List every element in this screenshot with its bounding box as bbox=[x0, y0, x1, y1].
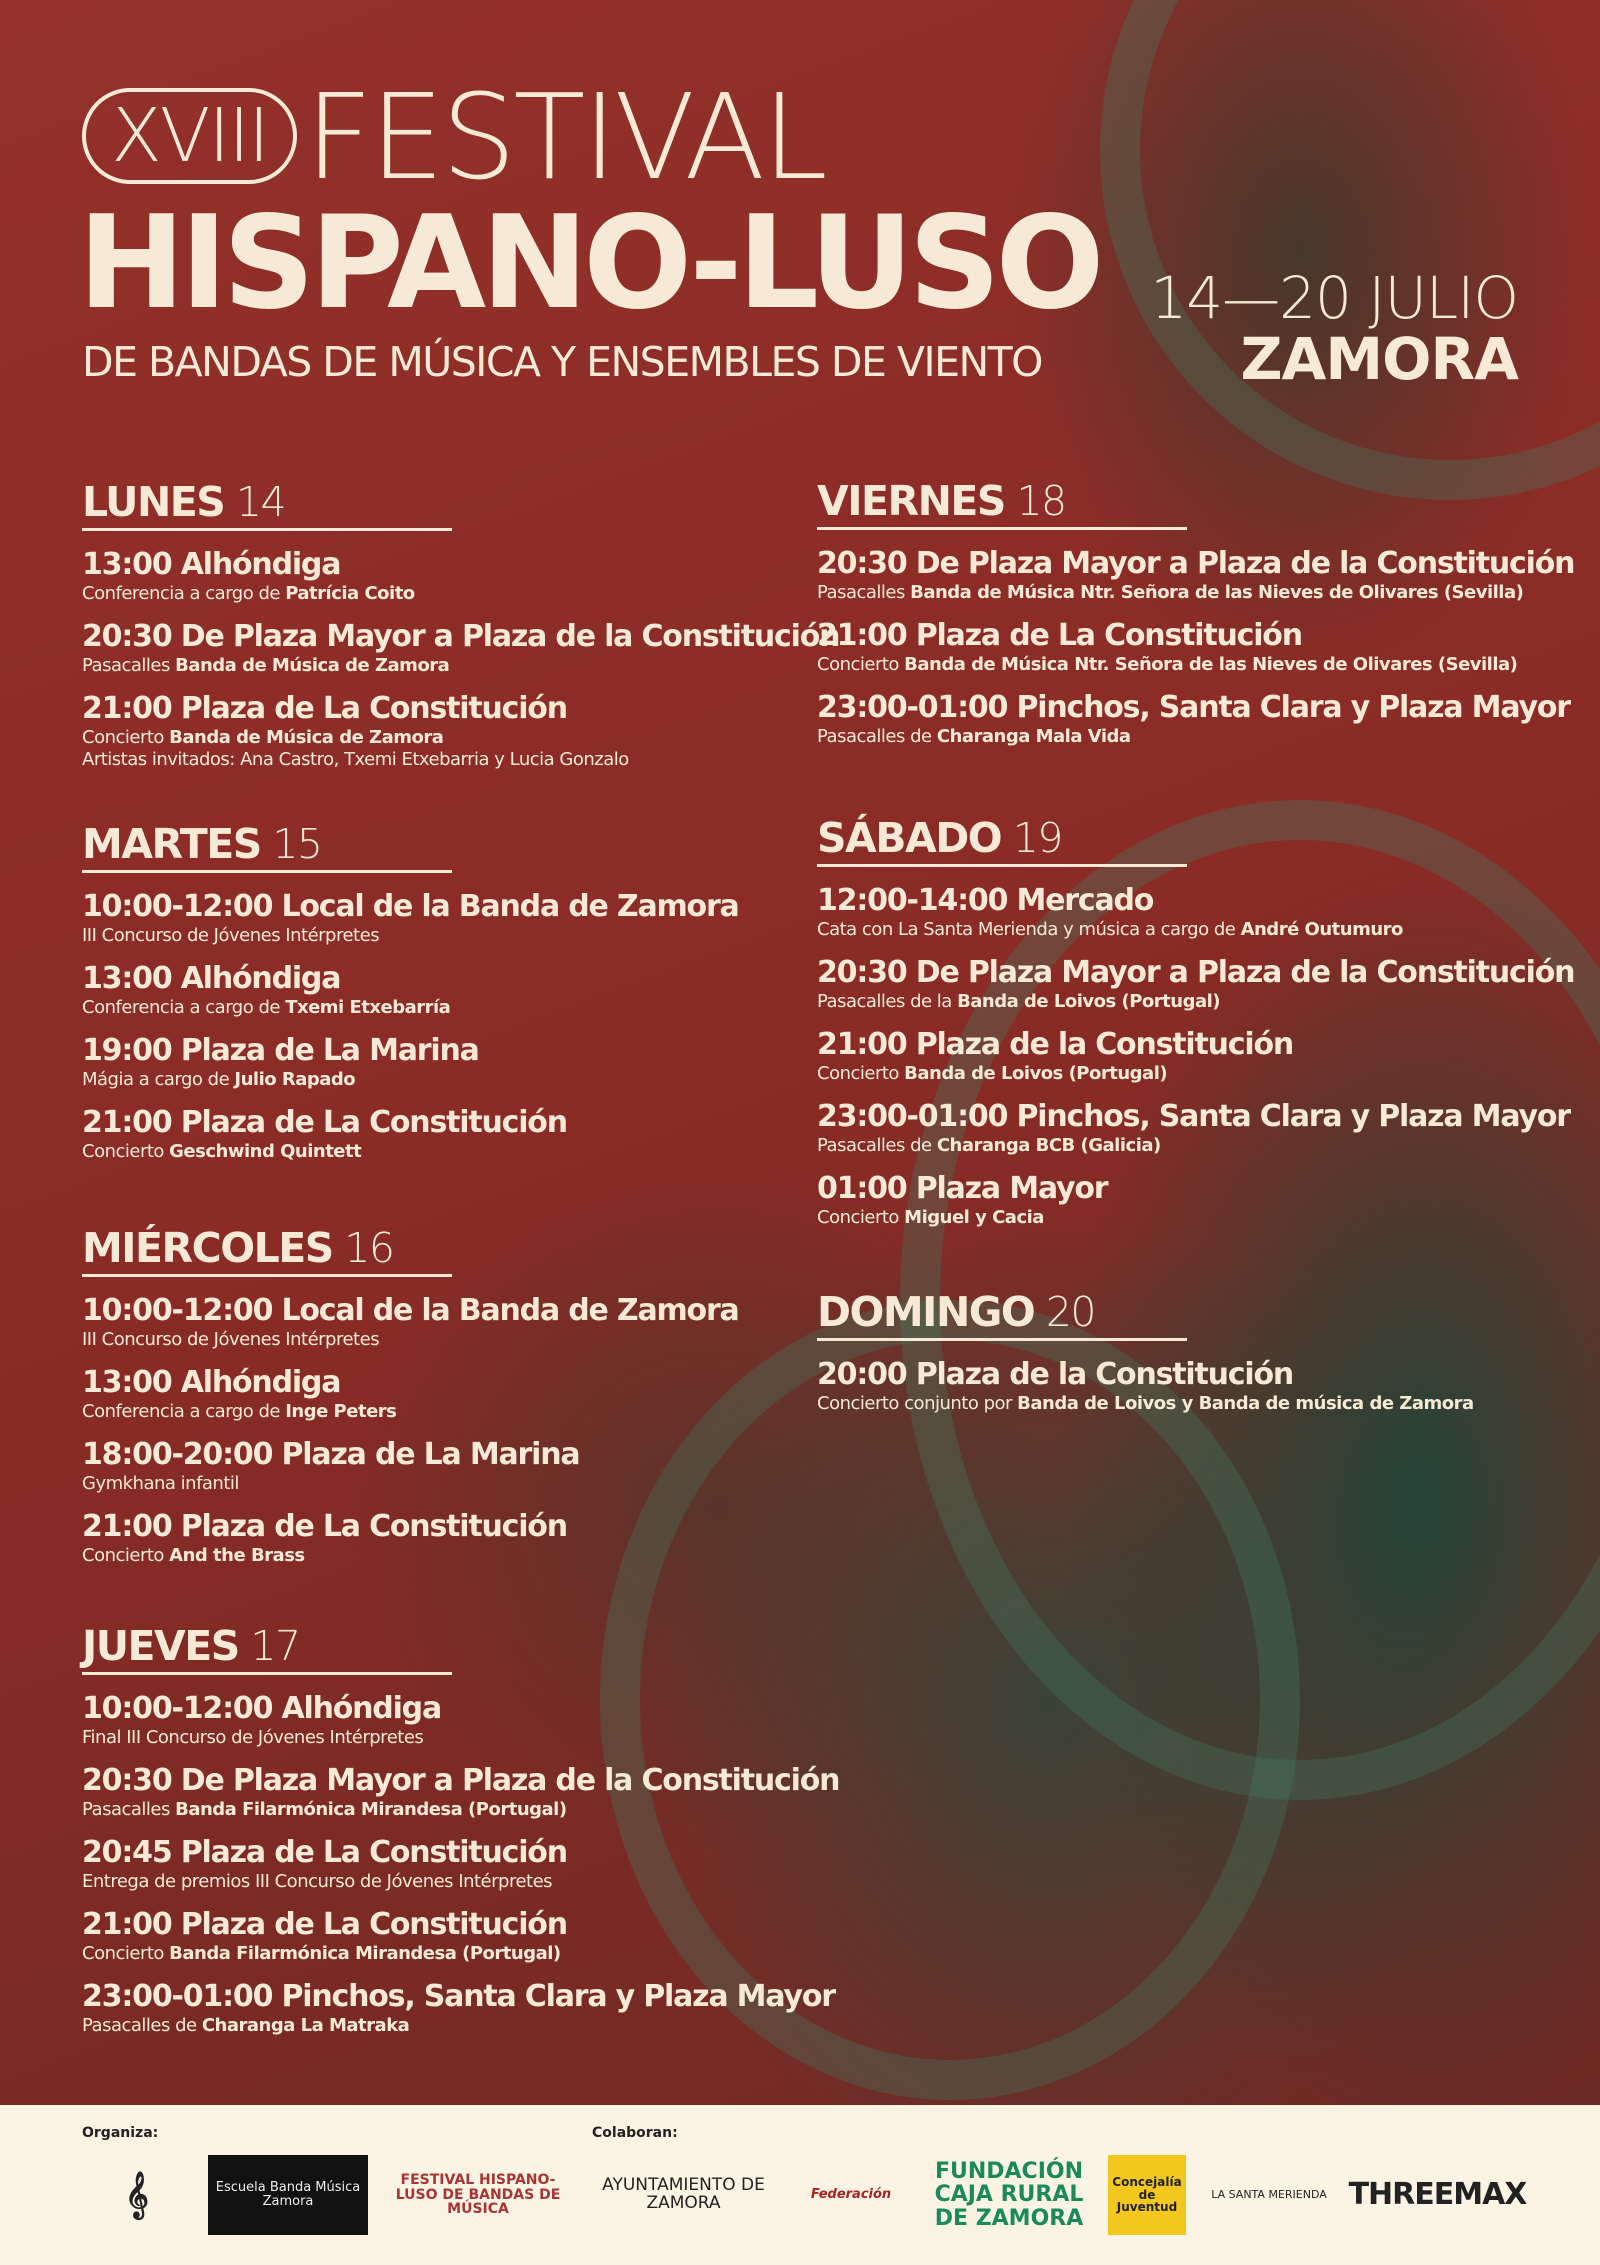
event-description bbox=[817, 582, 1537, 604]
event-title: 20:30 De Plaza Mayor a Plaza de la Constitución bbox=[817, 546, 1575, 581]
day-header bbox=[82, 478, 452, 531]
event-type: Cata con La Santa Merienda y música a cargo de bbox=[817, 919, 1241, 940]
day-number: 16 bbox=[344, 1224, 394, 1272]
event-item bbox=[82, 961, 802, 1019]
event-title: 18:00-20:00 Plaza de La Marina bbox=[82, 1437, 580, 1472]
event-item bbox=[82, 1509, 802, 1567]
colaboran-label: Colaboran: bbox=[592, 2125, 678, 2141]
event-title: 10:00-12:00 Alhóndiga bbox=[82, 1691, 441, 1726]
event-description bbox=[82, 1943, 802, 1965]
festival-title: HISPANO-LUSO bbox=[78, 189, 1100, 338]
day-domingo bbox=[817, 1288, 1537, 1429]
event-description bbox=[82, 583, 802, 605]
event-performer: Banda Filarmónica Mirandesa (Portugal) bbox=[169, 1943, 561, 1964]
event-item bbox=[82, 547, 802, 605]
event-item bbox=[817, 1357, 1537, 1415]
event-title: 01:00 Plaza Mayor bbox=[817, 1171, 1108, 1206]
event-item bbox=[817, 883, 1537, 941]
event-description bbox=[82, 1545, 802, 1567]
event-performer: Julio Rapado bbox=[234, 1069, 356, 1090]
edition-badge: XVIII bbox=[82, 88, 297, 184]
event-performer: Inge Peters bbox=[285, 1401, 397, 1422]
event-extra: Artistas invitados: Ana Castro, Txemi Etxebarria y Lucia Gonzalo bbox=[82, 749, 629, 770]
day-miércoles bbox=[82, 1224, 802, 1581]
event-item bbox=[82, 1763, 840, 1821]
day-number: 15 bbox=[272, 820, 322, 868]
event-description bbox=[817, 1135, 1537, 1157]
event-description bbox=[82, 1473, 802, 1495]
event-description bbox=[82, 727, 802, 749]
festival-city: ZAMORA bbox=[1240, 325, 1518, 393]
event-performer: Banda de Música Ntr. Señora de las Nieves de Olivares (Sevilla) bbox=[904, 654, 1518, 675]
event-item bbox=[82, 1293, 802, 1351]
event-title: 21:00 Plaza de La Constitución bbox=[82, 1105, 567, 1140]
event-item bbox=[82, 1105, 802, 1163]
event-item bbox=[817, 546, 1575, 604]
event-performer: Patrícia Coito bbox=[285, 583, 415, 604]
event-item bbox=[817, 1171, 1537, 1229]
event-item bbox=[82, 889, 802, 947]
french-horn-logo: 𝄞 bbox=[125, 2172, 149, 2218]
event-description bbox=[817, 991, 1537, 1013]
event-title: 12:00-14:00 Mercado bbox=[817, 883, 1154, 918]
event-item bbox=[82, 1691, 802, 1749]
event-type: Pasacalles de bbox=[817, 1135, 937, 1156]
day-name: DOMINGO bbox=[817, 1288, 1035, 1336]
event-item bbox=[82, 619, 840, 677]
threemax-logo: THREEMAX bbox=[1348, 2177, 1527, 2213]
ayuntamiento-logo: AYUNTAMIENTO DE ZAMORA bbox=[602, 2175, 765, 2213]
event-item bbox=[82, 1835, 802, 1893]
day-name: VIERNES bbox=[817, 477, 1005, 525]
day-lunes bbox=[82, 478, 840, 785]
event-item bbox=[82, 1907, 802, 1965]
event-title: 13:00 Alhóndiga bbox=[82, 961, 341, 996]
event-description bbox=[82, 1727, 802, 1749]
event-type: Pasacalles bbox=[82, 655, 176, 676]
event-title: 20:00 Plaza de la Constitución bbox=[817, 1357, 1294, 1392]
festival-dates: 14—20 JULIO bbox=[1150, 264, 1518, 332]
day-name: MIÉRCOLES bbox=[82, 1224, 333, 1272]
day-header bbox=[817, 1288, 1187, 1341]
event-performer: Miguel y Cacia bbox=[904, 1207, 1044, 1228]
caja-rural-logo: FUNDACIÓN CAJA RURAL DE ZAMORA bbox=[934, 2159, 1084, 2231]
event-type: Conferencia a cargo de bbox=[82, 1401, 286, 1422]
event-item bbox=[817, 1027, 1537, 1085]
event-type: Pasacalles bbox=[817, 582, 911, 603]
day-header bbox=[82, 820, 452, 873]
festival-logo: FESTIVAL HISPANO-LUSO DE BANDAS DE MÚSICA bbox=[395, 2171, 561, 2218]
event-title: 21:00 Plaza de La Constitución bbox=[82, 1509, 567, 1544]
day-martes bbox=[82, 820, 802, 1177]
event-title: 20:45 Plaza de La Constitución bbox=[82, 1835, 567, 1870]
event-title: 10:00-12:00 Local de la Banda de Zamora bbox=[82, 1293, 739, 1328]
event-description bbox=[817, 654, 1537, 676]
event-title: 21:00 Plaza de La Constitución bbox=[82, 691, 567, 726]
event-item bbox=[82, 1437, 802, 1495]
day-name: MARTES bbox=[82, 820, 261, 868]
event-type: Gymkhana infantil bbox=[82, 1473, 239, 1494]
event-title: 21:00 Plaza de La Constitución bbox=[82, 1907, 567, 1942]
event-type: Mágia a cargo de bbox=[82, 1069, 235, 1090]
event-title: 19:00 Plaza de La Marina bbox=[82, 1033, 479, 1068]
event-type: Pasacalles de bbox=[817, 726, 937, 747]
escuela-banda-logo: Escuela Banda Música Zamora bbox=[208, 2155, 368, 2235]
event-item bbox=[82, 1979, 835, 2037]
festival-label: FESTIVAL bbox=[305, 68, 825, 206]
event-performer: Banda de Música Ntr. Señora de las Nieves de Olivares (Sevilla) bbox=[910, 582, 1524, 603]
event-title: 10:00-12:00 Local de la Banda de Zamora bbox=[82, 889, 739, 924]
day-header bbox=[82, 1622, 452, 1675]
event-performer: Charanga La Matraka bbox=[201, 2015, 410, 2036]
event-type: III Concurso de Jóvenes Intérpretes bbox=[82, 925, 380, 946]
event-title: 13:00 Alhóndiga bbox=[82, 1365, 341, 1400]
event-performer: Charanga Mala Vida bbox=[936, 726, 1131, 747]
event-description bbox=[817, 1207, 1537, 1229]
event-type: Pasacalles de bbox=[82, 2015, 202, 2036]
day-sábado bbox=[817, 814, 1575, 1243]
event-performer: Banda de Música de Zamora bbox=[175, 655, 450, 676]
event-performer: Banda de Loivos (Portugal) bbox=[904, 1063, 1168, 1084]
event-type: Conferencia a cargo de bbox=[82, 997, 286, 1018]
day-header bbox=[817, 477, 1187, 530]
federacion-logo: Federación bbox=[810, 2187, 892, 2203]
event-description bbox=[82, 1069, 802, 1091]
event-description bbox=[82, 1401, 802, 1423]
event-description bbox=[82, 1141, 802, 1163]
event-item bbox=[817, 690, 1570, 748]
event-type: Pasacalles bbox=[82, 1799, 176, 1820]
event-description bbox=[82, 1329, 802, 1351]
event-performer: Geschwind Quintett bbox=[169, 1141, 362, 1162]
day-name: LUNES bbox=[82, 478, 225, 526]
event-item bbox=[817, 955, 1575, 1013]
event-title: 21:00 Plaza de La Constitución bbox=[817, 618, 1302, 653]
santa-merienda-logo: LA SANTA MERIENDA bbox=[1211, 2188, 1327, 2202]
event-type: Concierto conjunto por bbox=[817, 1393, 1018, 1414]
day-header bbox=[82, 1224, 452, 1277]
event-description bbox=[817, 1063, 1537, 1085]
day-jueves bbox=[82, 1622, 840, 2051]
event-type: Entrega de premios III Concurso de Jóvenes Intérpretes bbox=[82, 1871, 553, 1892]
event-description bbox=[82, 1799, 802, 1821]
day-number: 18 bbox=[1016, 477, 1066, 525]
event-type: Concierto bbox=[82, 1943, 170, 1964]
event-description bbox=[82, 655, 802, 677]
event-type: Concierto bbox=[82, 1545, 170, 1566]
event-title: 20:30 De Plaza Mayor a Plaza de la Constitución bbox=[817, 955, 1575, 990]
juventud-logo: Concejalía de Juventud bbox=[1108, 2155, 1186, 2235]
tuba-bell-graphic bbox=[1100, 0, 1600, 500]
day-number: 14 bbox=[235, 478, 286, 526]
event-performer: Banda de Loivos y Banda de música de Zamora bbox=[1017, 1393, 1474, 1414]
day-name: SÁBADO bbox=[817, 814, 1002, 862]
day-viernes bbox=[817, 477, 1575, 762]
event-description bbox=[817, 919, 1537, 941]
event-description bbox=[817, 1393, 1537, 1415]
event-title: 23:00-01:00 Pinchos, Santa Clara y Plaza Mayor bbox=[817, 1099, 1570, 1134]
event-title: 20:30 De Plaza Mayor a Plaza de la Constitución bbox=[82, 619, 840, 654]
organiza-label: Organiza: bbox=[82, 2125, 159, 2141]
event-type: Concierto bbox=[82, 727, 170, 748]
event-performer: Banda de Loivos (Portugal) bbox=[957, 991, 1220, 1012]
event-type: III Concurso de Jóvenes Intérpretes bbox=[82, 1329, 380, 1350]
event-item bbox=[817, 1099, 1570, 1157]
festival-subtitle: DE BANDAS DE MÚSICA Y ENSEMBLES DE VIENTO bbox=[82, 338, 1042, 386]
event-performer: Charanga BCB (Galicia) bbox=[936, 1135, 1161, 1156]
event-description bbox=[82, 925, 802, 947]
day-header bbox=[817, 814, 1187, 867]
event-performer: Banda Filarmónica Mirandesa (Portugal) bbox=[175, 1799, 567, 1820]
event-title: 23:00-01:00 Pinchos, Santa Clara y Plaza Mayor bbox=[82, 1979, 835, 2014]
event-item bbox=[82, 691, 802, 771]
event-type: Concierto bbox=[82, 1141, 170, 1162]
event-type: Concierto bbox=[817, 1063, 905, 1084]
event-item bbox=[82, 1033, 802, 1091]
event-type: Pasacalles de la bbox=[817, 991, 958, 1012]
event-description bbox=[817, 726, 1537, 748]
event-title: 13:00 Alhóndiga bbox=[82, 547, 341, 582]
event-description bbox=[82, 2015, 802, 2037]
sponsors-footer bbox=[0, 2105, 1600, 2265]
event-description bbox=[82, 1871, 802, 1893]
event-title: 23:00-01:00 Pinchos, Santa Clara y Plaza Mayor bbox=[817, 690, 1570, 725]
event-performer: Txemi Etxebarría bbox=[285, 997, 451, 1018]
event-performer: Banda de Música de Zamora bbox=[169, 727, 444, 748]
event-title: 20:30 De Plaza Mayor a Plaza de la Constitución bbox=[82, 1763, 840, 1798]
event-type: Conferencia a cargo de bbox=[82, 583, 286, 604]
event-title: 21:00 Plaza de la Constitución bbox=[817, 1027, 1294, 1062]
day-number: 20 bbox=[1045, 1288, 1095, 1336]
day-name: JUEVES bbox=[82, 1622, 239, 1670]
event-type: Final III Concurso de Jóvenes Intérpretes bbox=[82, 1727, 424, 1748]
event-item bbox=[82, 1365, 802, 1423]
event-type: Concierto bbox=[817, 1207, 905, 1228]
event-performer: André Outumuro bbox=[1240, 919, 1403, 940]
day-number: 17 bbox=[250, 1622, 300, 1670]
event-type: Concierto bbox=[817, 654, 905, 675]
event-item bbox=[817, 618, 1537, 676]
event-performer: And the Brass bbox=[169, 1545, 305, 1566]
day-number: 19 bbox=[1012, 814, 1062, 862]
event-description bbox=[82, 997, 802, 1019]
